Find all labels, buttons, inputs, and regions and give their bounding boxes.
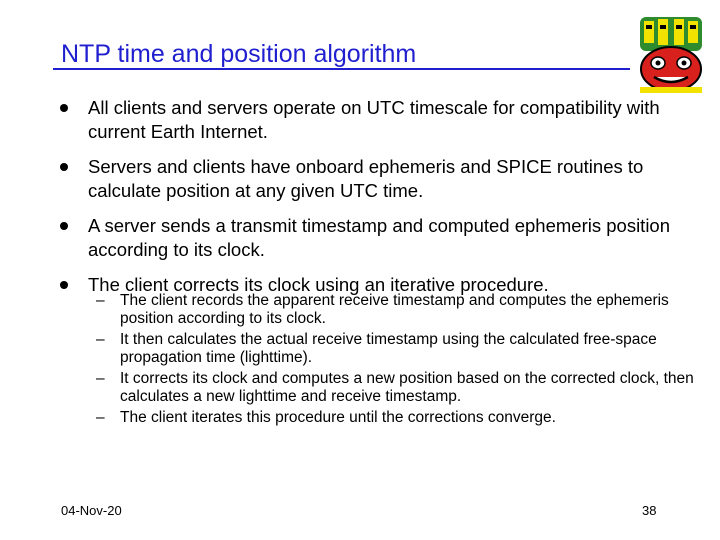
dash-marker: –: [96, 292, 105, 309]
bullet-dot-icon: [60, 104, 68, 112]
sub-bullet-text: It corrects its clock and computes a new position based on the corrected clock, then calculates a new lighttime and receive timestamp.: [120, 370, 694, 405]
footer-date: 04-Nov-20: [61, 503, 122, 518]
dash-marker: –: [96, 331, 105, 348]
sub-bullet-item: [96, 331, 696, 367]
sub-bullet-text: The client records the apparent receive timestamp and computes the ephemeris position according to its clock.: [120, 292, 669, 327]
bullet-list: [58, 96, 678, 308]
slide-title: NTP time and position algorithm: [61, 40, 417, 68]
bullet-text: A server sends a transmit timestamp and computed ephemeris position according to its clock.: [88, 215, 671, 260]
bullet-dot-icon: [60, 163, 68, 171]
bullet-text: The client corrects its clock using an iterative procedure.: [88, 274, 549, 295]
bullet-text: All clients and servers operate on UTC timescale for compatibility with current Earth Internet.: [88, 97, 660, 142]
page-number: 38: [642, 503, 657, 518]
bullet-text: Servers and clients have onboard ephemeris and SPICE routines to calculate position at any given UTC time.: [88, 156, 644, 201]
bullet-item: [58, 155, 678, 203]
dash-marker: –: [96, 370, 105, 387]
title-underline: [53, 68, 630, 70]
sub-bullet-item: [96, 292, 696, 328]
sub-bullet-text: It then calculates the actual receive timestamp using the calculated free-space propagation time (lighttime).: [120, 331, 657, 366]
dash-marker: –: [96, 409, 105, 426]
sub-bullet-item: [96, 370, 696, 406]
sub-bullet-item: [96, 409, 696, 427]
bullet-dot-icon: [60, 281, 68, 289]
sub-bullet-text: The client iterates this procedure until the corrections converge.: [120, 409, 556, 426]
sub-bullet-list: [96, 292, 696, 430]
mayan-mask-logo-icon: [634, 13, 708, 97]
bullet-item: [58, 96, 678, 144]
bullet-item: [58, 214, 678, 262]
bullet-dot-icon: [60, 222, 68, 230]
